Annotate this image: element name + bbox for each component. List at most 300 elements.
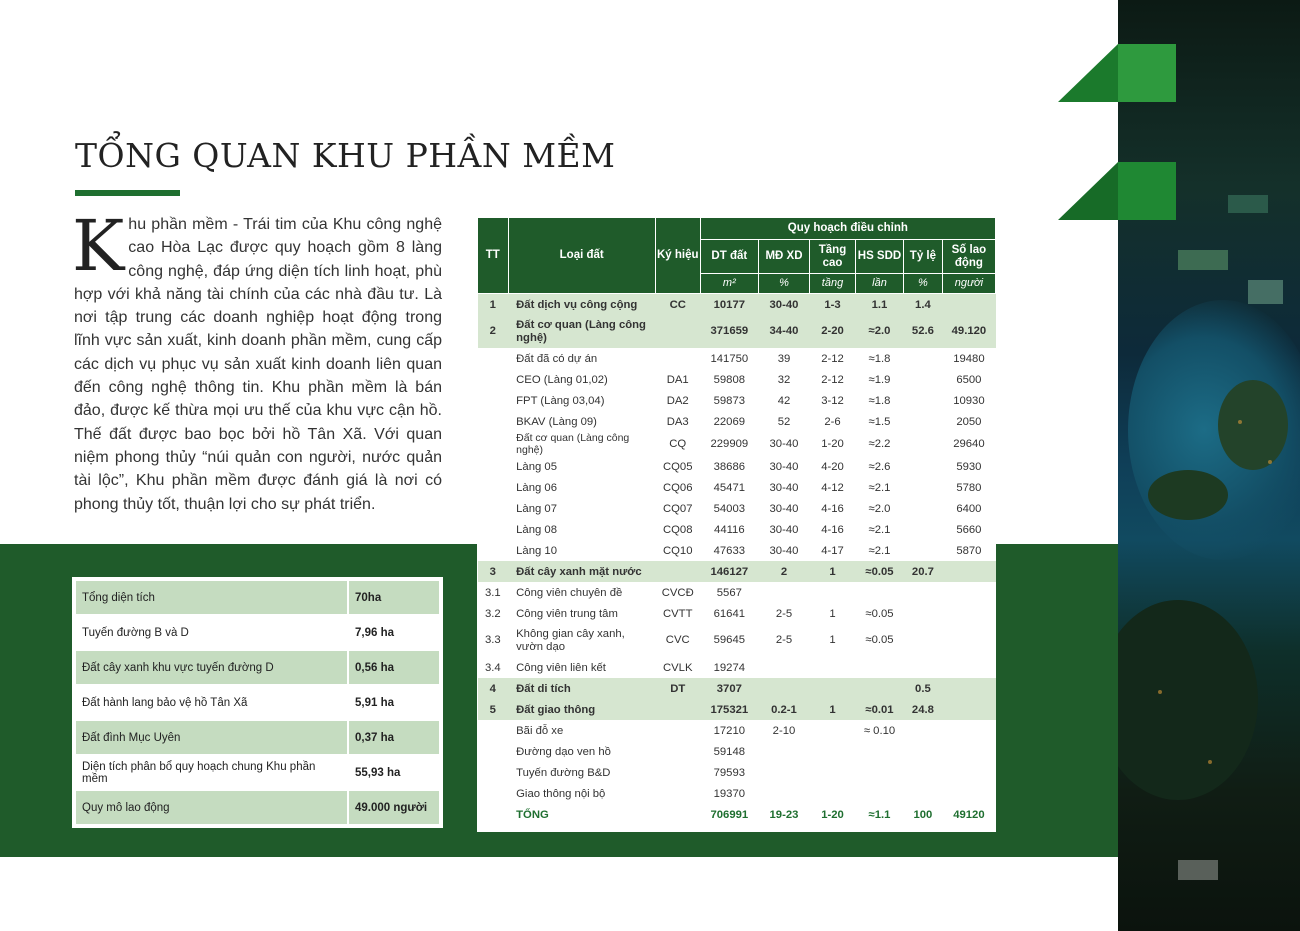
cell-dt-dat: 146127 [700,561,758,582]
cell-dt-dat: 10177 [700,294,758,316]
cell-loai-dat: FPT (Làng 03,04) [516,394,605,407]
cell-so-lao-dong [942,678,995,699]
cell-ty-le [904,624,943,657]
table-row [478,390,996,411]
cell-dt-dat: 371659 [700,315,758,348]
cell-tt [478,783,509,804]
chevron-upper-wedge [1058,44,1118,102]
cell-dt-dat: 59645 [713,634,746,646]
cell-so-lao-dong [942,720,995,741]
summary-row [75,790,440,825]
cell-loai-dat: Giao thông nội bộ [516,787,606,800]
cell-md-xd: 2-5 [775,607,793,620]
summary-row [75,720,440,755]
cell-tang-cao: 1-20 [821,808,844,821]
header-dt-dat: DT đất [700,240,758,274]
cell-hs-sdd: ≈2.1 [868,523,891,536]
cell-dt-dat: 54003 [713,502,746,515]
unit-cell: % [904,274,943,294]
cell-tt: 3 [478,561,509,582]
cell-loai-dat: Đất cây xanh mặt nước [508,561,655,582]
table-row [478,657,996,678]
chevron-lower-block [1118,162,1176,220]
cell-ky-hieu [655,741,700,762]
cell-dt-dat: 229909 [710,438,749,450]
cell-ty-le [904,540,943,561]
cell-tang-cao [810,762,856,783]
cell-so-lao-dong [942,561,995,582]
intro-text: hu phần mềm - Trái tim của Khu công nghệ cao Hòa Lạc được quy hoạch gồm 8 làng công nghệ, đáp ứng diện tích linh hoạt, phù hợp với khả năng tài chính của các nhà đầu tư. Là nơi tập trung các doanh nghiệp hoạt động trong lĩnh vực sản xuất, kinh doanh phần mềm, cung cấp các dịch vụ phục vụ sản xuất kinh doanh liên quan đến công nghệ thông tin. Khu phần mềm là bán đảo, được kế thừa mọi ưu thế của khu vực cận hồ. Thế đất được bao bọc bởi hồ Tân Xã. Với quan niệm phong thủy “núi quản con người, nước quản tài lộc”, Khu phần mềm được đánh giá là nơi có phong thủy tốt, thuận lợi cho sự phát triển. [74,216,442,513]
cell-ty-le [904,369,943,390]
cell-hs-sdd: ≈2.0 [868,502,891,515]
cell-dt-dat: 17210 [713,724,746,737]
cell-tang-cao: 4-17 [821,544,844,557]
cell-tang-cao: 1 [829,607,836,620]
table-row [478,720,996,741]
table-row [478,561,996,582]
light-dot [1268,460,1272,464]
cell-ty-le: 0.5 [904,678,943,699]
cell-ty-le: 52.6 [904,315,943,348]
cell-tang-cao [810,678,856,699]
cell-hs-sdd: ≈1.8 [868,352,891,365]
summary-value: 0,37 ha [348,720,440,755]
cell-ty-le [904,519,943,540]
table-row [478,741,996,762]
header-hs-sdd: HS SDD [855,240,903,274]
cell-tang-cao: 2-12 [821,373,844,386]
cell-ky-hieu [655,762,700,783]
cell-ky-hieu [655,561,700,582]
cell-loai-dat: Công viên liên kết [516,661,606,674]
cell-tt [478,348,509,369]
header-ty-le: Tỷ lệ [904,240,943,274]
cell-ky-hieu: CQ08 [662,523,693,536]
cell-hs-sdd: ≈2.1 [868,481,891,494]
cell-hs-sdd: ≈0.05 [865,607,894,620]
cell-tang-cao: 1-20 [821,438,844,450]
cell-ky-hieu [655,348,700,369]
cell-so-lao-dong [942,699,995,720]
cell-ky-hieu: CQ07 [662,502,693,515]
unit-cell: % [758,274,809,294]
cell-ty-le [904,390,943,411]
cell-tang-cao: 1 [810,561,856,582]
cell-dt-dat: 5567 [716,586,742,599]
cell-tt: 4 [478,678,509,699]
summary-value: 5,91 ha [348,685,440,720]
cell-loai-dat: Đất di tích [508,678,655,699]
cell-loai-dat: Làng 08 [516,523,557,536]
cell-hs-sdd [855,783,903,804]
cell-so-lao-dong: 49120 [953,808,985,821]
summary-label: Tuyến đường B và D [75,615,348,650]
cell-ky-hieu [655,315,700,348]
cell-loai-dat: Tuyến đường B&D [516,766,611,779]
cell-tang-cao: 2-6 [824,415,841,428]
cell-loai-dat: Công viên trung tâm [516,607,618,620]
cell-tang-cao: 4-12 [821,481,844,494]
cell-md-xd: 0.2-1 [758,699,809,720]
cell-md-xd: 52 [777,415,791,428]
cell-so-lao-dong [942,582,995,603]
table-row [478,699,996,720]
cell-dt-dat: 45471 [713,481,746,494]
cell-loai-dat: Đất cơ quan (Làng công nghệ) [516,432,630,456]
cell-loai-dat: Đất giao thông [508,699,655,720]
cell-so-lao-dong: 19480 [953,352,985,365]
table-row [478,603,996,624]
summary-table [74,579,441,826]
cell-md-xd: 2-10 [772,724,796,737]
cell-tt: 5 [478,699,509,720]
summary-row [75,755,440,790]
cell-loai-dat: Làng 06 [516,481,557,494]
cell-tt [478,519,509,540]
cell-hs-sdd: ≈2.6 [868,460,891,473]
cell-ty-le [904,657,943,678]
cell-tt [478,390,509,411]
cell-so-lao-dong [942,762,995,783]
table-row [478,294,996,316]
cell-md-xd: 30-40 [769,438,799,450]
cell-md-xd [758,678,809,699]
island-shape [1148,470,1228,520]
forest-shape [1118,600,1258,800]
table-row [478,582,996,603]
cell-ky-hieu: CC [655,294,700,316]
cell-tang-cao [810,582,856,603]
unit-cell: người [942,274,995,294]
cell-tt [478,477,509,498]
summary-row [75,685,440,720]
cell-ty-le [904,348,943,369]
cell-so-lao-dong: 5780 [956,481,982,494]
table-row [478,432,996,456]
cell-tt [478,411,509,432]
cell-hs-sdd: ≈0.01 [855,699,903,720]
table-row [478,369,996,390]
cell-ty-le [904,432,943,456]
summary-label: Đất đình Mục Uyên [75,720,348,755]
table-row [478,456,996,477]
cell-tang-cao [810,720,856,741]
header-loai-dat: Loại đất [508,218,655,294]
summary-label: Quy mô lao động [75,790,348,825]
cell-ky-hieu: CVTT [662,607,693,620]
cell-loai-dat: Không gian cây xanh, vườn dạo [516,627,625,653]
cell-hs-sdd: ≈1.5 [868,415,891,428]
cell-ty-le [904,741,943,762]
summary-label: Đất cây xanh khu vực tuyến đường D [75,650,348,685]
cell-ky-hieu: DT [655,678,700,699]
table-row [478,624,996,657]
cell-ty-le: 24.8 [904,699,943,720]
cell-ky-hieu [655,699,700,720]
cell-ky-hieu: CQ10 [662,544,693,557]
cell-tang-cao: 4-20 [821,460,844,473]
cell-tang-cao: 2-12 [821,352,844,365]
cell-ty-le [904,411,943,432]
land-use-table-panel [477,217,996,832]
cell-md-xd: 34-40 [758,315,809,348]
cell-hs-sdd: 1.1 [855,294,903,316]
cell-ty-le: 20.7 [904,561,943,582]
cell-md-xd [758,582,809,603]
cell-dt-dat: 706991 [710,808,749,821]
cell-tang-cao: 2-20 [810,315,856,348]
table-row [478,411,996,432]
header-group: Quy hoạch điều chỉnh [700,218,995,240]
table-row [478,804,996,825]
cell-md-xd: 30-40 [769,502,799,515]
cell-hs-sdd: ≈0.05 [855,561,903,582]
cell-tt: 3.1 [484,586,501,599]
cell-dt-dat: 141750 [710,352,749,365]
table-row [478,498,996,519]
cell-ty-le [904,720,943,741]
header-md-xd: MĐ XD [758,240,809,274]
table-row [478,783,996,804]
summary-value: 70ha [348,580,440,615]
cell-dt-dat: 19274 [713,661,746,674]
cell-ty-le [904,582,943,603]
cell-so-lao-dong: 10930 [953,394,985,407]
cell-ky-hieu: CVC [665,634,690,646]
unit-cell: tầng [810,274,856,294]
cell-ty-le [904,477,943,498]
cell-md-xd: 30-40 [769,481,799,494]
cell-tt: 1 [478,294,509,316]
cell-ky-hieu: DA3 [666,415,689,428]
cell-so-lao-dong: 5660 [956,523,982,536]
cell-loai-dat: Đất đã có dự án [516,352,598,365]
cell-hs-sdd: ≈0.05 [865,634,894,646]
cell-hs-sdd [855,657,903,678]
cell-ty-le: 100 [913,808,933,821]
cell-hs-sdd: ≈ 0.10 [863,724,896,737]
cell-so-lao-dong: 2050 [956,415,982,428]
cell-so-lao-dong: 5870 [956,544,982,557]
building-shape [1178,250,1228,270]
cell-md-xd: 39 [777,352,791,365]
intro-dropcap: K [72,205,125,287]
cell-dt-dat: 38686 [713,460,746,473]
cell-so-lao-dong [942,741,995,762]
island-shape [1218,380,1288,470]
cell-dt-dat: 59873 [713,394,746,407]
summary-value: 55,93 ha [348,755,440,790]
cell-tang-cao: 1-3 [810,294,856,316]
cell-md-xd: 2-5 [775,634,793,646]
cell-ty-le [904,762,943,783]
cell-hs-sdd [855,741,903,762]
cell-loai-dat: Đường dạo ven hồ [516,745,611,758]
cell-so-lao-dong: 6400 [956,502,982,515]
title-underline [75,190,180,196]
cell-tang-cao: 1 [829,634,836,646]
summary-row [75,580,440,615]
cell-tt [478,456,509,477]
brand-chevron-graphic [1058,44,1178,224]
table-row [478,519,996,540]
cell-ky-hieu [655,783,700,804]
cell-md-xd: 30-40 [769,544,799,557]
cell-so-lao-dong [942,624,995,657]
cell-tt [478,369,509,390]
cell-dt-dat: 59808 [713,373,746,386]
cell-tang-cao [810,783,856,804]
cell-tt: 3.2 [484,607,501,620]
cell-loai-dat: TỔNG [516,808,549,821]
cell-dt-dat: 175321 [700,699,758,720]
cell-dt-dat: 19370 [713,787,746,800]
cell-so-lao-dong: 49.120 [942,315,995,348]
light-dot [1208,760,1212,764]
table-row [478,540,996,561]
cell-so-lao-dong [942,657,995,678]
cell-ty-le [904,603,943,624]
cell-hs-sdd [855,582,903,603]
cell-so-lao-dong [942,783,995,804]
unit-cell: lần [855,274,903,294]
cell-loai-dat: Đất cơ quan (Làng công nghệ) [508,315,655,348]
cell-hs-sdd [855,678,903,699]
cell-ky-hieu: CVLK [662,661,693,674]
building-shape [1228,195,1268,213]
cell-ky-hieu: CQ05 [662,460,693,473]
header-ky-hieu: Ký hiệu [655,218,700,294]
summary-value: 49.000 người [348,790,440,825]
cell-ky-hieu: CVCĐ [661,586,694,599]
header-tang-cao: Tầng cao [810,240,856,274]
cell-loai-dat: CEO (Làng 01,02) [516,373,608,386]
intro-paragraph [72,205,442,516]
cell-tang-cao [810,741,856,762]
building-shape [1248,280,1283,304]
cell-tt [478,540,509,561]
cell-dt-dat: 3707 [700,678,758,699]
cell-dt-dat: 59148 [713,745,746,758]
page-title: TỔNG QUAN KHU PHẦN MỀM [75,136,616,175]
cell-tt [478,720,509,741]
cell-loai-dat: Làng 10 [516,544,557,557]
cell-hs-sdd: ≈2.0 [855,315,903,348]
cell-tang-cao: 3-12 [821,394,844,407]
cell-tang-cao: 4-16 [821,502,844,515]
header-tt: TT [478,218,509,294]
cell-tt: 3.3 [484,634,501,646]
cell-tang-cao: 4-16 [821,523,844,536]
cell-ty-le: 1.4 [904,294,943,316]
cell-md-xd: 2 [758,561,809,582]
summary-row [75,650,440,685]
light-dot [1158,690,1162,694]
cell-so-lao-dong: 6500 [956,373,982,386]
cell-tt [478,741,509,762]
cell-so-lao-dong: 5930 [956,460,982,473]
header-so-lao-dong: Số lao động [942,240,995,274]
summary-label: Đất hành lang bảo vệ hồ Tân Xã [75,685,348,720]
cell-ky-hieu: DA2 [666,394,689,407]
cell-tt [478,804,509,825]
cell-ky-hieu [655,804,700,825]
cell-hs-sdd: ≈1.1 [868,808,891,821]
cell-dt-dat: 79593 [713,766,746,779]
summary-value: 7,96 ha [348,615,440,650]
cell-ky-hieu: CQ06 [662,481,693,494]
summary-label: Diện tích phân bổ quy hoạch chung Khu phần mềm [75,755,348,790]
cell-hs-sdd [855,762,903,783]
cell-tang-cao: 1 [810,699,856,720]
chevron-lower-wedge [1058,162,1118,220]
building-shape [1178,860,1218,880]
cell-ty-le [904,456,943,477]
cell-hs-sdd: ≈1.8 [868,394,891,407]
cell-loai-dat: Làng 07 [516,502,557,515]
cell-hs-sdd: ≈2.2 [868,438,891,450]
cell-loai-dat: Bãi đỗ xe [516,724,564,737]
cell-dt-dat: 47633 [713,544,746,557]
cell-so-lao-dong [942,603,995,624]
cell-ky-hieu: DA1 [666,373,689,386]
cell-md-xd: 30-40 [769,523,799,536]
cell-md-xd: 30-40 [769,460,799,473]
cell-md-xd: 30-40 [758,294,809,316]
table-row [478,678,996,699]
table-row [478,477,996,498]
cell-ky-hieu [655,720,700,741]
cell-loai-dat: Công viên chuyên đề [516,586,623,599]
cell-md-xd [758,657,809,678]
land-use-table [477,217,996,825]
cell-ky-hieu: CQ [669,438,687,450]
summary-row [75,615,440,650]
chevron-upper-block [1118,44,1176,102]
light-dot [1238,420,1242,424]
cell-tt: 3.4 [484,661,501,674]
table-row [478,762,996,783]
cell-tt [478,498,509,519]
cell-loai-dat: BKAV (Làng 09) [516,415,597,428]
cell-hs-sdd: ≈2.1 [868,544,891,557]
cell-md-xd [758,783,809,804]
cell-so-lao-dong: 29640 [953,438,985,450]
cell-tt: 2 [478,315,509,348]
cell-tt [478,432,509,456]
cell-tang-cao [810,657,856,678]
summary-label: Tổng diện tích [75,580,348,615]
cell-ty-le [904,498,943,519]
cell-md-xd: 42 [777,394,791,407]
cell-dt-dat: 44116 [714,523,745,536]
cell-dt-dat: 22069 [713,415,746,428]
cell-hs-sdd: ≈1.9 [868,373,891,386]
cell-so-lao-dong [942,294,995,316]
cell-md-xd [758,762,809,783]
cell-md-xd [758,741,809,762]
cell-tt [478,762,509,783]
cell-md-xd: 19-23 [769,808,799,821]
cell-ty-le [904,783,943,804]
cell-dt-dat: 61641 [713,607,746,620]
table-row [478,348,996,369]
summary-value: 0,56 ha [348,650,440,685]
unit-cell: m² [700,274,758,294]
cell-loai-dat: Làng 05 [516,460,557,473]
cell-md-xd: 32 [777,373,791,386]
table-row [478,315,996,348]
